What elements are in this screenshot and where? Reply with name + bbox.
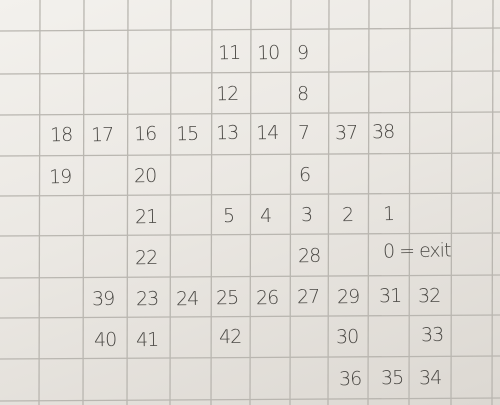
number-0-exit: 0 = exit [382, 239, 451, 263]
number-11: 11 [217, 41, 241, 65]
number-39: 39 [91, 287, 115, 311]
number-10: 10 [256, 41, 280, 65]
number-29: 29 [336, 285, 360, 309]
number-21: 21 [134, 205, 158, 229]
number-35: 35 [380, 366, 404, 390]
number-15: 15 [175, 122, 199, 146]
number-40: 40 [93, 328, 117, 352]
number-41: 41 [135, 328, 159, 352]
number-17: 17 [90, 123, 114, 147]
number-27: 27 [296, 285, 320, 309]
number-20: 20 [133, 164, 157, 188]
number-16: 16 [133, 122, 157, 146]
number-24: 24 [175, 287, 199, 311]
number-37: 37 [334, 121, 358, 145]
number-2: 2 [341, 203, 354, 227]
number-38: 38 [371, 120, 395, 144]
number-26: 26 [255, 286, 279, 310]
number-6: 6 [298, 163, 311, 187]
number-14: 14 [255, 121, 279, 145]
number-34: 34 [418, 366, 442, 390]
number-8: 8 [296, 82, 309, 106]
number-18: 18 [49, 123, 73, 147]
number-30: 30 [335, 325, 359, 349]
number-5: 5 [222, 204, 235, 228]
number-32: 32 [417, 284, 441, 308]
number-25: 25 [215, 286, 239, 310]
number-7: 7 [297, 121, 310, 145]
number-9: 9 [296, 41, 309, 65]
number-13: 13 [215, 121, 239, 145]
number-23: 23 [135, 287, 159, 311]
number-36: 36 [338, 367, 362, 391]
number-31: 31 [378, 284, 402, 308]
number-4: 4 [259, 204, 272, 228]
number-12: 12 [215, 82, 239, 106]
number-3: 3 [300, 203, 313, 227]
number-42: 42 [218, 325, 242, 349]
number-1: 1 [382, 202, 395, 226]
number-33: 33 [420, 323, 444, 347]
number-22: 22 [134, 246, 158, 270]
number-19: 19 [48, 165, 72, 189]
number-28: 28 [297, 244, 321, 268]
